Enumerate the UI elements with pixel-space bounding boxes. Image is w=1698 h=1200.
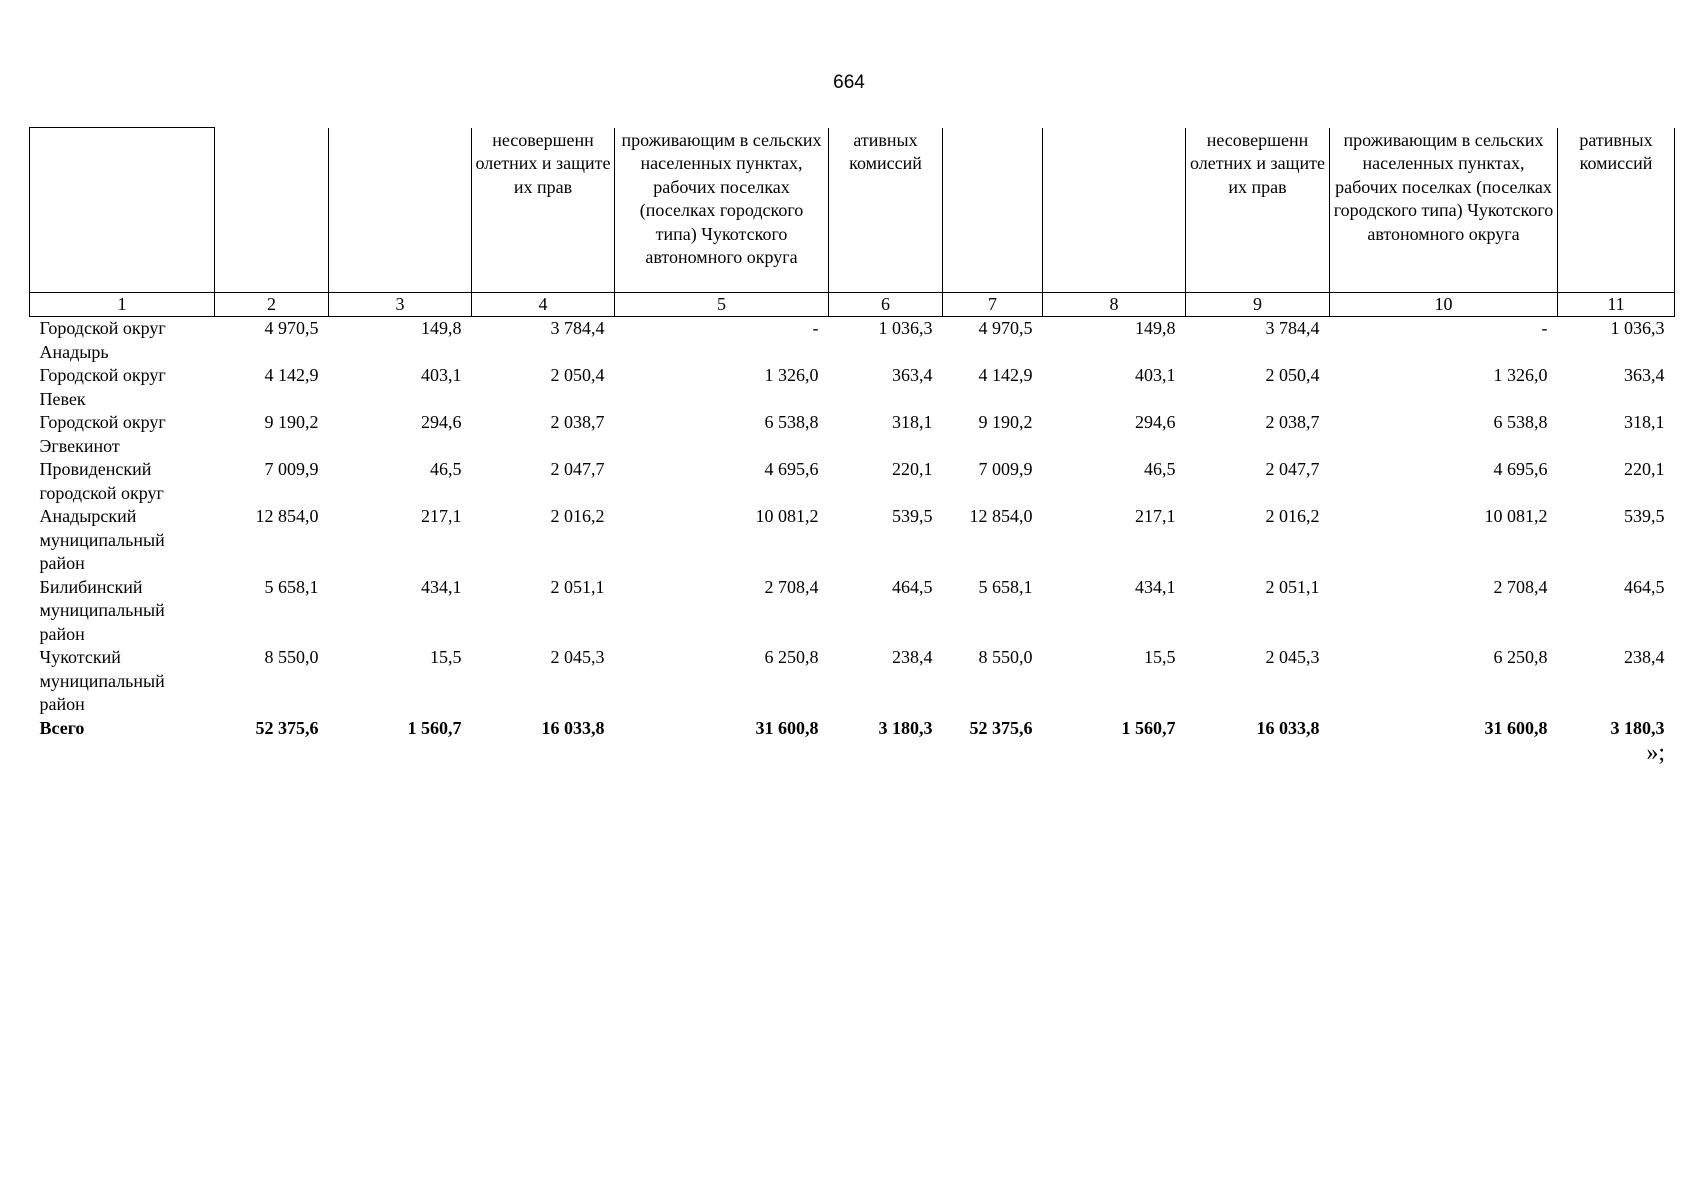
value-cell-col-6: 3 180,3 — [878, 717, 933, 738]
table-body — [30, 317, 1675, 741]
column-number: 7 — [943, 293, 1043, 317]
value-cell-col-4: 3 784,4 — [550, 318, 605, 338]
value-cell-col-6: 539,5 — [892, 506, 933, 526]
value-cell-col-10: 2 708,4 — [1493, 576, 1548, 597]
municipality-name-cell: Провиденский городской округ — [39, 459, 164, 503]
value-cell-col-2: 52 375,6 — [255, 717, 319, 738]
header-cell-4: несовершенн олетних и защите их прав — [472, 128, 615, 293]
value-cell-col-11: 318,1 — [1624, 412, 1665, 432]
value-cell-col-5: 1 326,0 — [764, 365, 819, 385]
value-cell-col-4: 2 045,3 — [550, 647, 605, 667]
value-cell-col-2: 12 854,0 — [255, 506, 319, 526]
value-cell-col-9: 2 047,7 — [1265, 459, 1320, 479]
value-cell-col-5: 4 695,6 — [764, 459, 819, 479]
value-cell-col-11: 539,5 — [1624, 506, 1665, 526]
value-cell-col-5: 31 600,8 — [755, 717, 819, 738]
column-number-row — [30, 293, 1675, 317]
value-cell-col-2: 4 970,5 — [264, 318, 319, 338]
value-cell-col-11: 464,5 — [1624, 576, 1665, 597]
municipality-name-cell: Городской округ Эгвекинот — [39, 412, 166, 456]
value-cell-col-8: 294,6 — [1135, 412, 1176, 432]
value-cell-col-5: - — [812, 318, 819, 338]
value-cell-col-8: 1 560,7 — [1121, 717, 1176, 738]
table-row — [30, 364, 1675, 411]
value-cell-col-6: 318,1 — [892, 412, 933, 432]
value-cell-col-9: 2 051,1 — [1265, 576, 1320, 597]
header-cell-2 — [215, 128, 329, 293]
header-cell-3 — [329, 128, 472, 293]
header-cell-9: несовершенн олетних и защите их прав — [1186, 128, 1330, 293]
value-cell-col-2: 7 009,9 — [264, 459, 319, 479]
value-cell-col-7: 12 854,0 — [969, 506, 1033, 526]
value-cell-col-7: 52 375,6 — [969, 717, 1033, 738]
column-number: 6 — [829, 293, 943, 317]
value-cell-col-10: 10 081,2 — [1484, 506, 1548, 526]
value-cell-col-3: 149,8 — [421, 318, 462, 338]
value-cell-col-7: 9 190,2 — [978, 412, 1033, 432]
value-cell-col-4: 2 038,7 — [550, 412, 605, 432]
value-cell-col-9: 2 045,3 — [1265, 647, 1320, 667]
value-cell-col-11: 220,1 — [1624, 459, 1665, 479]
column-number: 9 — [1186, 293, 1330, 317]
value-cell-col-6: 238,4 — [892, 647, 933, 667]
header-cell-7 — [943, 128, 1043, 293]
value-cell-col-7: 4 142,9 — [978, 365, 1033, 385]
header-cell-6: ативных комиссий — [829, 128, 943, 293]
value-cell-col-7: 4 970,5 — [978, 318, 1033, 338]
budget-table — [29, 127, 1675, 740]
column-number: 11 — [1558, 293, 1675, 317]
municipality-name-cell: Анадырский муниципальный район — [39, 506, 165, 573]
page-number: 664 — [833, 72, 865, 93]
value-cell-col-2: 4 142,9 — [264, 365, 319, 385]
value-cell-col-6: 464,5 — [892, 576, 933, 597]
table-row — [30, 411, 1675, 458]
value-cell-col-8: 15,5 — [1144, 647, 1176, 667]
value-cell-col-3: 403,1 — [421, 365, 462, 385]
value-cell-col-11: 1 036,3 — [1610, 318, 1665, 338]
value-cell-col-4: 16 033,8 — [541, 717, 605, 738]
table-row — [30, 505, 1675, 576]
value-cell-col-4: 2 051,1 — [550, 576, 605, 597]
header-cell-10: проживающим в сельских населенных пунктах, рабочих поселках (поселках городского типа) Чукотского автономного округа — [1330, 128, 1558, 293]
value-cell-col-8: 434,1 — [1135, 576, 1176, 597]
header-cell-1 — [30, 128, 215, 293]
header-cell-5: проживающим в сельских населенных пунктах, рабочих поселках (поселках городского типа) Чукотского автономного округа — [615, 128, 829, 293]
header-row — [30, 128, 1675, 293]
value-cell-col-2: 8 550,0 — [264, 647, 319, 667]
value-cell-col-9: 2 016,2 — [1265, 506, 1320, 526]
total-row — [30, 717, 1675, 741]
value-cell-col-5: 10 081,2 — [755, 506, 819, 526]
value-cell-col-8: 46,5 — [1144, 459, 1176, 479]
value-cell-col-8: 217,1 — [1135, 506, 1176, 526]
municipality-name-cell: Чукотский муниципальный район — [39, 647, 165, 714]
column-number: 8 — [1043, 293, 1186, 317]
value-cell-col-10: 4 695,6 — [1493, 459, 1548, 479]
value-cell-col-5: 6 250,8 — [764, 647, 819, 667]
table-row — [30, 576, 1675, 647]
value-cell-col-9: 2 038,7 — [1265, 412, 1320, 432]
value-cell-col-2: 9 190,2 — [264, 412, 319, 432]
value-cell-col-7: 7 009,9 — [978, 459, 1033, 479]
value-cell-col-8: 149,8 — [1135, 318, 1176, 338]
value-cell-col-6: 363,4 — [892, 365, 933, 385]
value-cell-col-6: 1 036,3 — [878, 318, 933, 338]
value-cell-col-5: 6 538,8 — [764, 412, 819, 432]
value-cell-col-7: 8 550,0 — [978, 647, 1033, 667]
value-cell-col-6: 220,1 — [892, 459, 933, 479]
table-row — [30, 317, 1675, 365]
value-cell-col-4: 2 047,7 — [550, 459, 605, 479]
value-cell-col-11: 3 180,3 — [1610, 717, 1665, 738]
value-cell-col-4: 2 016,2 — [550, 506, 605, 526]
table-row — [30, 646, 1675, 717]
value-cell-col-9: 3 784,4 — [1265, 318, 1320, 338]
value-cell-col-9: 16 033,8 — [1256, 717, 1320, 738]
header-cell-8 — [1043, 128, 1186, 293]
header-cell-11: ративных комиссий — [1558, 128, 1675, 293]
municipality-name-cell: Билибинский муниципальный район — [39, 576, 165, 644]
value-cell-col-3: 434,1 — [421, 576, 462, 597]
value-cell-col-8: 403,1 — [1135, 365, 1176, 385]
value-cell-col-9: 2 050,4 — [1265, 365, 1320, 385]
value-cell-col-10: 1 326,0 — [1493, 365, 1548, 385]
value-cell-col-10: - — [1541, 318, 1548, 338]
municipality-name-cell: Городской округ Певек — [39, 365, 166, 409]
column-number: 1 — [30, 293, 215, 317]
value-cell-col-10: 6 250,8 — [1493, 647, 1548, 667]
value-cell-col-11: 238,4 — [1624, 647, 1665, 667]
value-cell-col-3: 1 560,7 — [407, 717, 462, 738]
value-cell-col-7: 5 658,1 — [978, 576, 1033, 597]
value-cell-col-10: 31 600,8 — [1484, 717, 1548, 738]
column-number: 5 — [615, 293, 829, 317]
value-cell-col-3: 15,5 — [430, 647, 462, 667]
column-number: 2 — [215, 293, 329, 317]
total-label-cell: Всего — [39, 717, 85, 738]
value-cell-col-4: 2 050,4 — [550, 365, 605, 385]
value-cell-col-3: 294,6 — [421, 412, 462, 432]
value-cell-col-5: 2 708,4 — [764, 576, 819, 597]
value-cell-col-3: 46,5 — [430, 459, 462, 479]
closing-quote-mark: »; — [1646, 740, 1665, 766]
column-number: 3 — [329, 293, 472, 317]
table-row — [30, 458, 1675, 505]
value-cell-col-10: 6 538,8 — [1493, 412, 1548, 432]
municipality-name-cell: Городской округ Анадырь — [39, 318, 166, 362]
value-cell-col-3: 217,1 — [421, 506, 462, 526]
value-cell-col-11: 363,4 — [1624, 365, 1665, 385]
column-number: 10 — [1330, 293, 1558, 317]
value-cell-col-2: 5 658,1 — [264, 576, 319, 597]
column-number: 4 — [472, 293, 615, 317]
